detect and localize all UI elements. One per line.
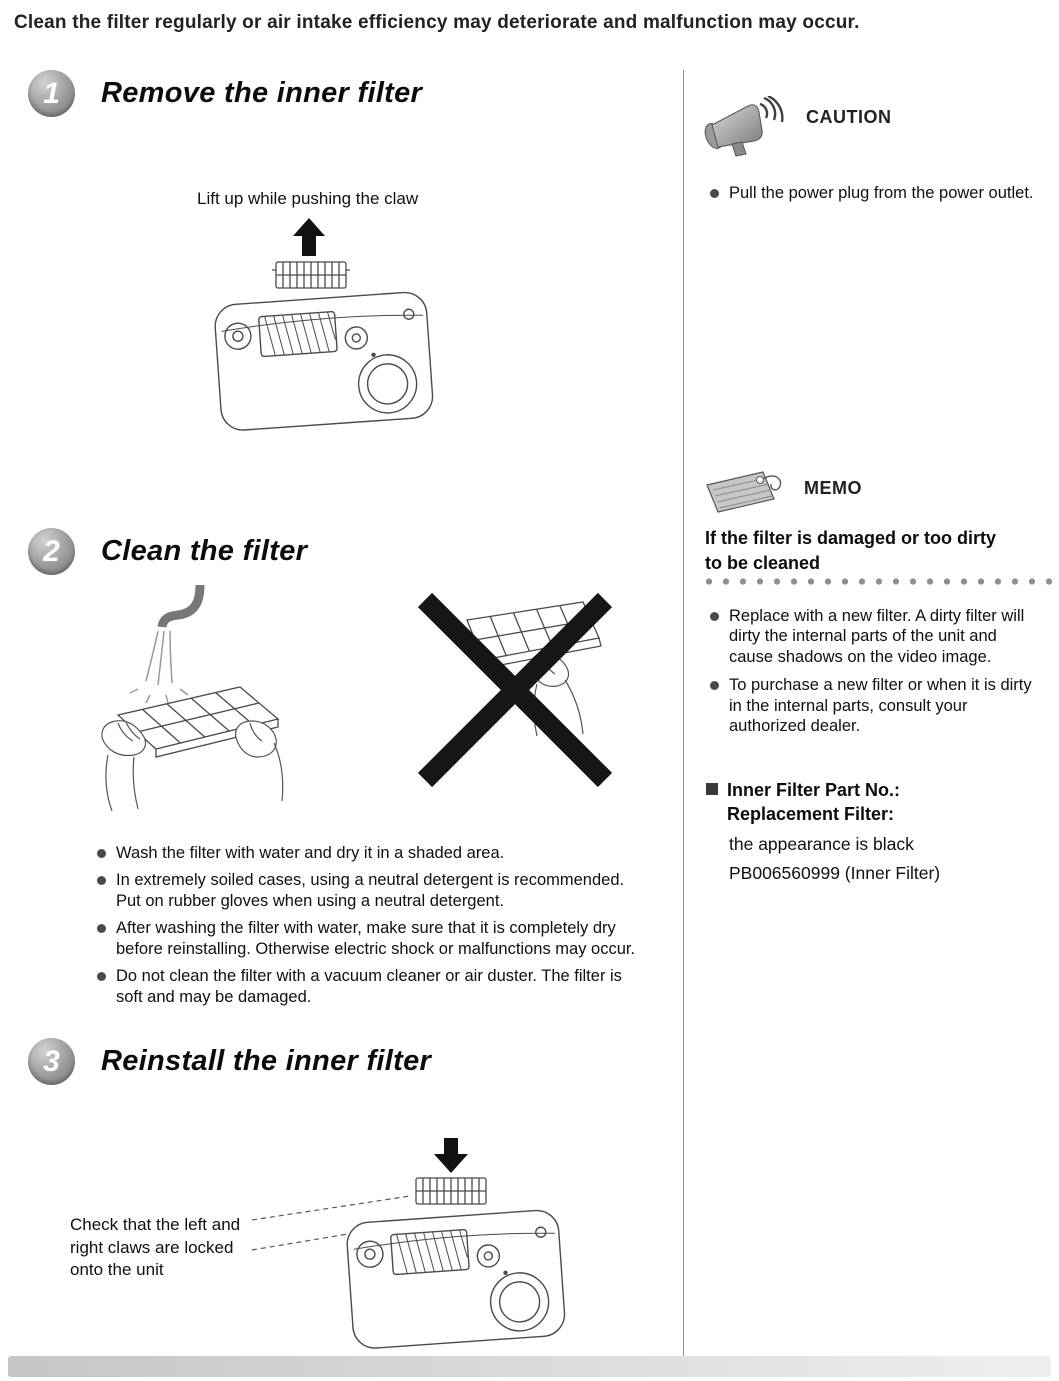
intro-text: Clean the filter regularly or air intake efficiency may deteriorate and malfunction may occur. <box>14 12 860 33</box>
megaphone-icon <box>702 96 797 158</box>
step-3-number: 3 <box>43 1044 60 1078</box>
water-stream <box>130 631 188 703</box>
step-2-header <box>28 528 307 575</box>
note-item: After washing the filter with water, make sure that it is completely dry before reinstalling. Otherwise electric shock or malfunctions may occur. <box>93 918 653 959</box>
inner-filter-piece <box>416 1178 486 1204</box>
tag-icon <box>703 468 793 516</box>
leader-line <box>252 1196 410 1220</box>
caution-notes <box>706 183 1036 211</box>
step-3-header <box>28 1038 431 1085</box>
filter-removal-illustration <box>178 218 478 438</box>
step-2-number-badge <box>28 528 75 575</box>
part-info-heading <box>727 778 900 827</box>
part-number: PB006560999 (Inner Filter) <box>729 863 941 883</box>
step-3-title: Reinstall the inner filter <box>101 1045 432 1077</box>
step-1-caption: Lift up while pushing the claw <box>197 189 419 208</box>
step-1-number-badge <box>28 70 75 117</box>
step-2-number: 2 <box>43 534 60 568</box>
projector-body <box>214 291 434 431</box>
memo-notes <box>706 606 1041 745</box>
note-item: Pull the power plug from the power outlet. <box>706 183 1036 203</box>
faucet <box>162 585 200 627</box>
step-1-header <box>28 70 422 117</box>
square-bullet <box>706 783 718 795</box>
note-item: Wash the filter with water and dry it in a shaded area. <box>93 843 653 863</box>
note-item: Replace with a new filter. A dirty filter will dirty the internal parts of the unit and cause shadows on the video image. <box>706 606 1041 667</box>
step-3-number-badge <box>28 1038 75 1085</box>
filter-reinstall-illustration <box>248 1136 613 1374</box>
column-divider <box>683 70 684 1357</box>
dotted-separator <box>705 577 1055 586</box>
wash-filter-illustration <box>88 585 320 815</box>
memo-label: MEMO <box>804 478 862 498</box>
step-1-number: 1 <box>43 76 60 110</box>
step-1-title: Remove the inner filter <box>101 77 423 109</box>
projector-body <box>346 1209 566 1349</box>
prohibited-action-illustration <box>415 588 615 793</box>
part-no-label: Inner Filter Part No.: <box>727 780 901 800</box>
replacement-label: Replacement Filter: <box>727 804 895 825</box>
part-info <box>706 778 1041 827</box>
inner-filter-piece <box>272 262 350 288</box>
step-2-notes <box>93 843 653 1014</box>
part-appearance: the appearance is black <box>729 834 914 854</box>
note-item: To purchase a new filter or when it is dirty in the internal parts, consult your authorized dealer. <box>706 675 1041 736</box>
memo-heading: If the filter is damaged or too dirty to be cleaned <box>705 528 997 574</box>
step-3-caption: Check that the left and right claws are locked onto the unit <box>70 1215 241 1280</box>
down-arrow-icon <box>434 1138 468 1173</box>
note-item: In extremely soiled cases, using a neutral detergent is recommended. Put on rubber gloves when using a neutral detergent. <box>93 870 653 911</box>
note-item: Do not clean the filter with a vacuum cleaner or air duster. The filter is soft and may be damaged. <box>93 966 653 1007</box>
page-footer-bar <box>8 1356 1051 1377</box>
up-arrow-icon <box>293 218 325 256</box>
caution-label: CAUTION <box>806 107 892 127</box>
step-2-title: Clean the filter <box>101 535 308 567</box>
